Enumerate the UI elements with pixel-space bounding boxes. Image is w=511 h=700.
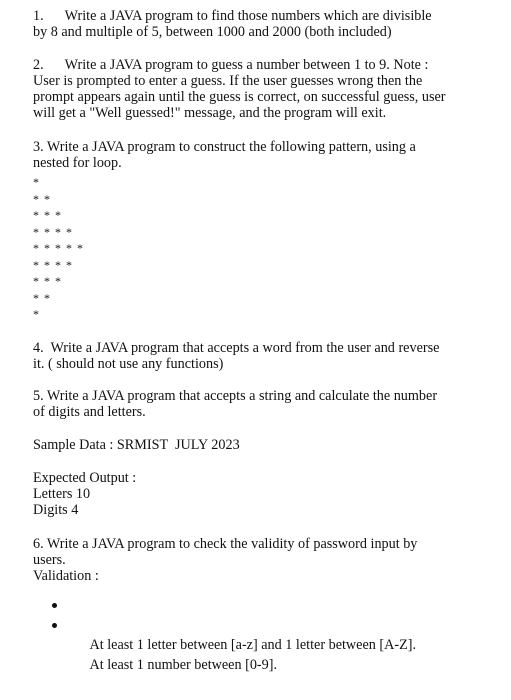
- validation-label: Validation :: [33, 568, 99, 584]
- pattern-row: * * *: [33, 274, 62, 288]
- question-3: [33, 139, 463, 171]
- sample-data: [33, 437, 463, 453]
- bullet-icon: [52, 603, 57, 608]
- expected-output-line: Letters 10: [33, 486, 91, 502]
- question-6-line: users.: [33, 552, 66, 568]
- question-6-line: 6. Write a JAVA program to check the validity of password input by: [33, 536, 418, 552]
- question-2: [33, 57, 463, 121]
- expected-output: [33, 470, 463, 518]
- pattern-row: * *: [33, 191, 51, 206]
- bullet-icon: [52, 623, 57, 628]
- question-3-line: nested for loop.: [33, 155, 122, 171]
- question-3-line: 3. Write a JAVA program to construct the following pattern, using a: [33, 139, 416, 155]
- question-1: [33, 8, 463, 40]
- question-5-line: of digits and letters.: [33, 404, 146, 420]
- pattern-row: * * * *: [33, 224, 73, 239]
- question-5-line: 5. Write a JAVA program that accepts a string and calculate the number: [33, 388, 438, 404]
- pattern-row: * *: [33, 290, 51, 305]
- pattern-row: * * * *: [33, 257, 73, 272]
- pattern-row: * * *: [33, 208, 62, 222]
- question-1-line: 1. Write a JAVA program to find those numbers which are divisible: [33, 8, 432, 24]
- question-2-line: prompt appears again until the guess is correct, on successful guess, user: [33, 89, 446, 105]
- pattern-row: * * * * *: [33, 241, 84, 255]
- question-5: [33, 388, 463, 420]
- question-4-line: it. ( should not use any functions): [33, 356, 224, 372]
- question-2-line: User is prompted to enter a guess. If the user guesses wrong then the: [33, 73, 423, 89]
- question-4-line: 4. Write a JAVA program that accepts a word from the user and reverse: [33, 340, 440, 356]
- validation-item-text: At least 1 number between [0-9].: [89, 657, 278, 673]
- pattern-row: *: [33, 307, 40, 321]
- question-1-line: by 8 and multiple of 5, between 1000 and 2000 (both included): [33, 24, 392, 40]
- pattern-row: *: [33, 175, 40, 189]
- sample-data-text: Sample Data : SRMIST JULY 2023: [33, 437, 240, 453]
- expected-output-line: Digits 4: [33, 502, 79, 518]
- validation-list: [52, 595, 417, 673]
- expected-output-label: Expected Output :: [33, 470, 137, 486]
- validation-item: [52, 595, 417, 653]
- star-pattern: [33, 174, 84, 323]
- question-2-line: 2. Write a JAVA program to guess a number between 1 to 9. Note :: [33, 57, 429, 73]
- question-6: [33, 536, 463, 584]
- validation-item-text: At least 1 letter between [a-z] and 1 letter between [A-Z].: [89, 637, 417, 653]
- question-4: [33, 340, 463, 372]
- question-2-line: will get a "Well guessed!" message, and the program will exit.: [33, 105, 387, 121]
